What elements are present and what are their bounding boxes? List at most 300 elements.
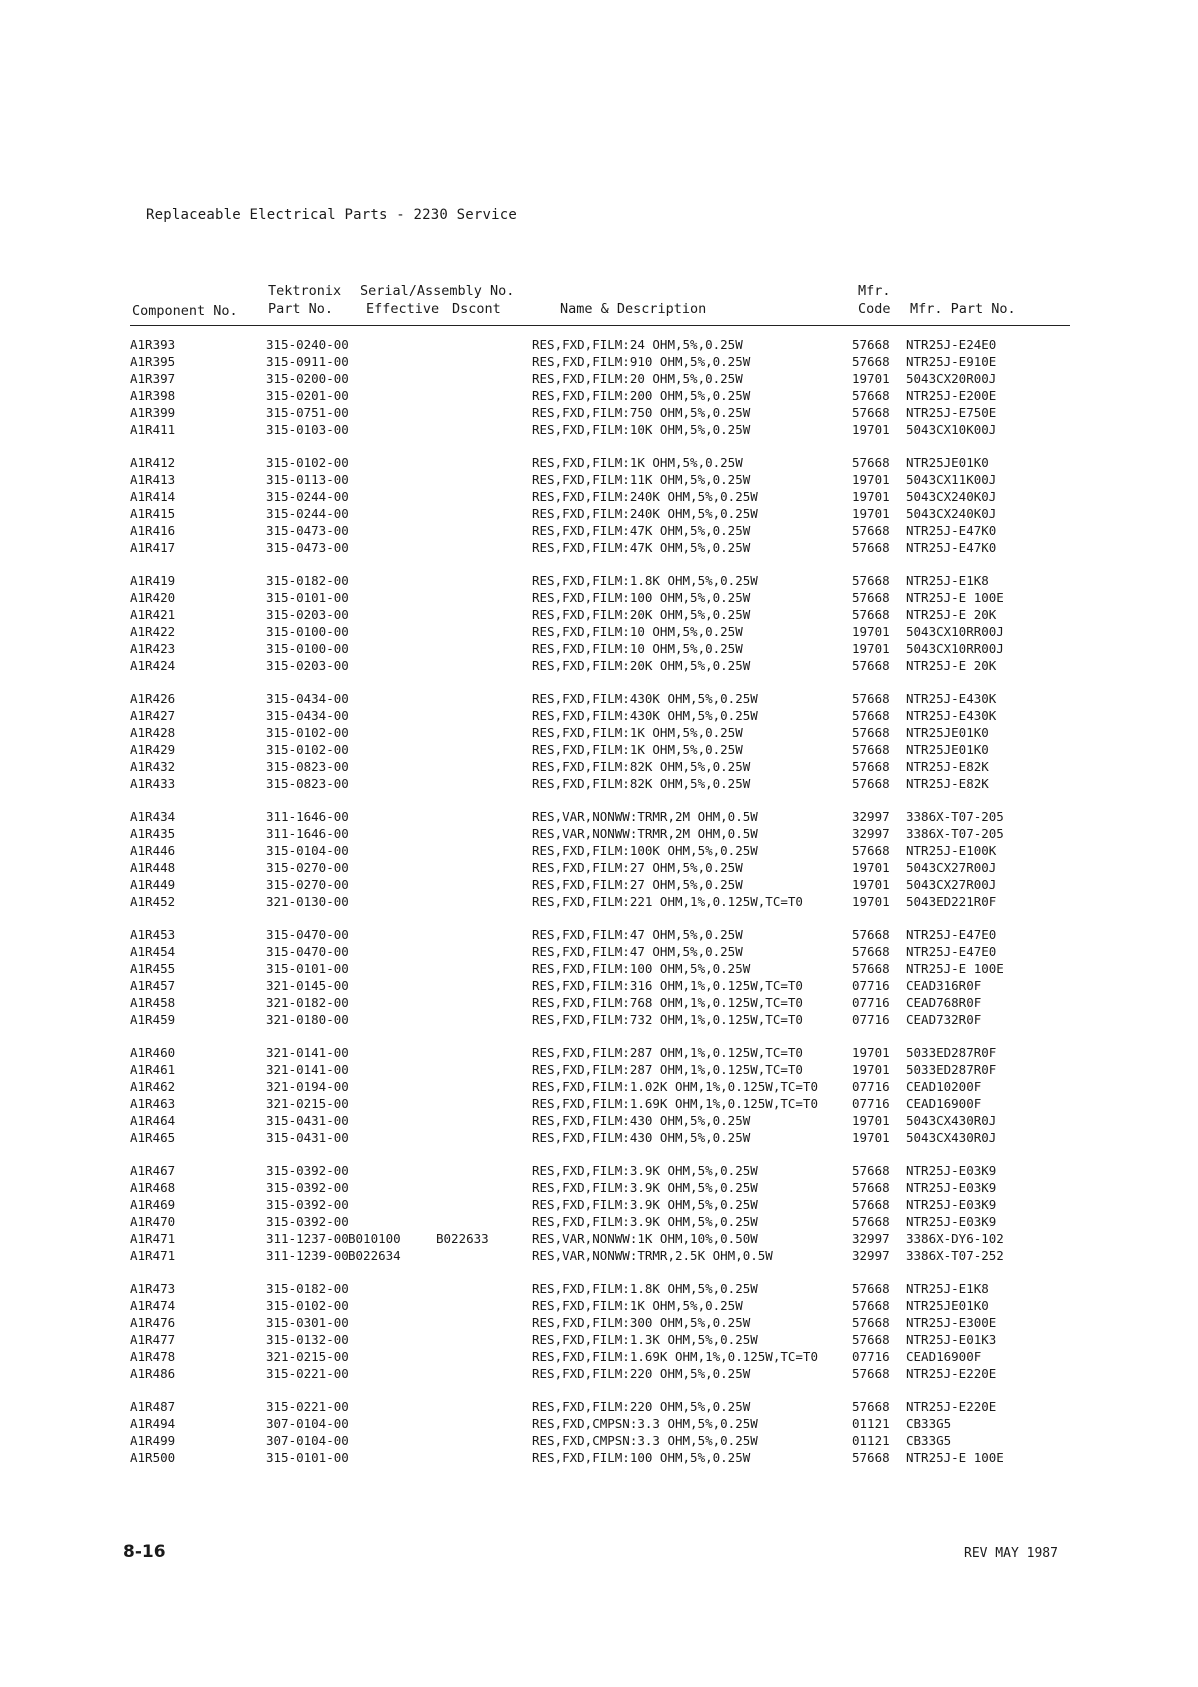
mfr-code: 07716 (852, 1079, 890, 1094)
component-no: A1R459 (130, 1012, 176, 1027)
component-no: A1R411 (130, 422, 176, 437)
table-row (0, 422, 1198, 439)
table-row (0, 961, 1198, 978)
table-row (0, 944, 1198, 961)
mfr-code: 19701 (852, 1045, 890, 1060)
table-row (0, 826, 1198, 843)
part-no: 321-0182-00 (266, 995, 349, 1010)
component-no: A1R413 (130, 472, 176, 487)
table-row (0, 624, 1198, 641)
description: RES,FXD,FILM:10K OHM,5%,0.25W (532, 422, 751, 437)
description: RES,FXD,FILM:220 OHM,5%,0.25W (532, 1366, 751, 1381)
component-no: A1R500 (130, 1450, 176, 1465)
mfr-code: 57668 (852, 658, 890, 673)
table-row (0, 540, 1198, 557)
component-no: A1R446 (130, 843, 176, 858)
row-group (0, 809, 1198, 911)
component-no: A1R453 (130, 927, 176, 942)
mfr-part-no: 5043CX240K0J (906, 506, 997, 521)
mfr-code: 07716 (852, 978, 890, 993)
description: RES,FXD,FILM:287 OHM,1%,0.125W,TC=T0 (532, 1045, 803, 1060)
component-no: A1R464 (130, 1113, 176, 1128)
header-tektronix: Tektronix (268, 283, 342, 299)
table-row (0, 1399, 1198, 1416)
row-group (0, 1045, 1198, 1147)
mfr-part-no: NTR25J-E47K0 (906, 523, 997, 538)
header-mfr: Mfr. (858, 283, 891, 299)
part-no: 315-0182-00 (266, 573, 349, 588)
part-no: 315-0434-00 (266, 708, 349, 723)
mfr-code: 57668 (852, 1315, 890, 1330)
description: RES,FXD,FILM:1K OHM,5%,0.25W (532, 742, 743, 757)
component-no: A1R421 (130, 607, 176, 622)
table-row (0, 1248, 1198, 1265)
part-no: 315-0101-00 (266, 961, 349, 976)
header-name-description: Name & Description (560, 301, 707, 317)
component-no: A1R416 (130, 523, 176, 538)
part-no: 321-0141-00 (266, 1062, 349, 1077)
component-no: A1R422 (130, 624, 176, 639)
part-no: 315-0823-00 (266, 776, 349, 791)
description: RES,FXD,FILM:3.9K OHM,5%,0.25W (532, 1163, 758, 1178)
part-no: 321-0215-00 (266, 1349, 349, 1364)
component-no: A1R448 (130, 860, 176, 875)
mfr-part-no: NTR25J-E47E0 (906, 944, 997, 959)
part-no: 315-0244-00 (266, 489, 349, 504)
description: RES,FXD,FILM:316 OHM,1%,0.125W,TC=T0 (532, 978, 803, 993)
description: RES,FXD,FILM:430K OHM,5%,0.25W (532, 708, 758, 723)
serial-effective: B010100 (348, 1231, 401, 1246)
description: RES,FXD,FILM:47 OHM,5%,0.25W (532, 944, 743, 959)
mfr-part-no: NTR25J-E220E (906, 1366, 997, 1381)
table-row (0, 658, 1198, 675)
component-no: A1R412 (130, 455, 176, 470)
table-row (0, 691, 1198, 708)
mfr-code: 57668 (852, 540, 890, 555)
mfr-code: 57668 (852, 455, 890, 470)
table-row (0, 1045, 1198, 1062)
mfr-code: 19701 (852, 1113, 890, 1128)
mfr-part-no: NTR25J-E430K (906, 691, 997, 706)
table-row (0, 1433, 1198, 1450)
table-row (0, 1113, 1198, 1130)
description: RES,FXD,FILM:287 OHM,1%,0.125W,TC=T0 (532, 1062, 803, 1077)
component-no: A1R494 (130, 1416, 176, 1431)
description: RES,FXD,FILM:200 OHM,5%,0.25W (532, 388, 751, 403)
header-mfr-part-no: Mfr. Part No. (910, 301, 1016, 317)
description: RES,FXD,FILM:1.3K OHM,5%,0.25W (532, 1332, 758, 1347)
mfr-part-no: 5043CX20R00J (906, 371, 997, 386)
part-no: 315-0132-00 (266, 1332, 349, 1347)
mfr-code: 57668 (852, 1450, 890, 1465)
table-row (0, 573, 1198, 590)
mfr-code: 07716 (852, 1096, 890, 1111)
part-no: 321-0145-00 (266, 978, 349, 993)
mfr-code: 57668 (852, 961, 890, 976)
mfr-code: 19701 (852, 506, 890, 521)
table-row (0, 371, 1198, 388)
part-no: 315-0823-00 (266, 759, 349, 774)
mfr-part-no: 5033ED287R0F (906, 1045, 997, 1060)
part-no: 315-0751-00 (266, 405, 349, 420)
mfr-code: 57668 (852, 354, 890, 369)
mfr-part-no: NTR25J-E03K9 (906, 1214, 997, 1229)
component-no: A1R398 (130, 388, 176, 403)
description: RES,FXD,FILM:24 OHM,5%,0.25W (532, 337, 743, 352)
table-row (0, 1130, 1198, 1147)
component-no: A1R486 (130, 1366, 176, 1381)
component-no: A1R471 (130, 1231, 176, 1246)
mfr-code: 57668 (852, 708, 890, 723)
component-no: A1R414 (130, 489, 176, 504)
part-no: 311-1646-00 (266, 826, 349, 841)
mfr-part-no: NTR25J-E03K9 (906, 1180, 997, 1195)
part-no: 315-0100-00 (266, 641, 349, 656)
table-row (0, 1349, 1198, 1366)
page-title: Replaceable Electrical Parts - 2230 Service (146, 207, 518, 223)
part-no: 311-1237-00 (266, 1231, 349, 1246)
table-row (0, 641, 1198, 658)
description: RES,VAR,NONWW:TRMR,2.5K OHM,0.5W (532, 1248, 773, 1263)
description: RES,FXD,FILM:47 OHM,5%,0.25W (532, 927, 743, 942)
mfr-code: 19701 (852, 422, 890, 437)
mfr-code: 57668 (852, 1214, 890, 1229)
part-no: 321-0180-00 (266, 1012, 349, 1027)
part-no: 315-0473-00 (266, 523, 349, 538)
mfr-part-no: 5043CX430R0J (906, 1130, 997, 1145)
component-no: A1R415 (130, 506, 176, 521)
table-row (0, 1416, 1198, 1433)
component-no: A1R476 (130, 1315, 176, 1330)
part-no: 321-0194-00 (266, 1079, 349, 1094)
mfr-code: 01121 (852, 1416, 890, 1431)
row-group (0, 573, 1198, 675)
row-group (0, 1163, 1198, 1265)
table-row (0, 1062, 1198, 1079)
header-part-no: Part No. (268, 301, 334, 317)
table-row (0, 1163, 1198, 1180)
mfr-code: 19701 (852, 489, 890, 504)
table-row (0, 1281, 1198, 1298)
description: RES,VAR,NONWW:1K OHM,10%,0.50W (532, 1231, 758, 1246)
mfr-part-no: NTR25J-E82K (906, 776, 989, 791)
header-effective: Effective (366, 301, 440, 317)
mfr-part-no: NTR25J-E24E0 (906, 337, 997, 352)
description: RES,FXD,FILM:910 OHM,5%,0.25W (532, 354, 751, 369)
mfr-code: 19701 (852, 1130, 890, 1145)
mfr-part-no: NTR25J-E 100E (906, 590, 1004, 605)
table-row (0, 472, 1198, 489)
description: RES,VAR,NONWW:TRMR,2M OHM,0.5W (532, 809, 758, 824)
mfr-part-no: NTR25J-E 100E (906, 1450, 1004, 1465)
part-no: 315-0270-00 (266, 860, 349, 875)
mfr-part-no: NTR25J-E100K (906, 843, 997, 858)
part-no: 315-0301-00 (266, 1315, 349, 1330)
header-code: Code (858, 301, 891, 317)
mfr-part-no: NTR25J-E1K8 (906, 1281, 989, 1296)
mfr-part-no: 3386X-T07-205 (906, 809, 1004, 824)
description: RES,FXD,FILM:10 OHM,5%,0.25W (532, 624, 743, 639)
component-no: A1R455 (130, 961, 176, 976)
mfr-part-no: NTR25J-E47K0 (906, 540, 997, 555)
table-row (0, 776, 1198, 793)
table-row (0, 860, 1198, 877)
mfr-code: 57668 (852, 1366, 890, 1381)
description: RES,FXD,FILM:100 OHM,5%,0.25W (532, 961, 751, 976)
mfr-code: 32997 (852, 826, 890, 841)
component-no: A1R397 (130, 371, 176, 386)
component-no: A1R449 (130, 877, 176, 892)
table-row (0, 1231, 1198, 1248)
part-no: 315-0102-00 (266, 1298, 349, 1313)
description: RES,FXD,FILM:27 OHM,5%,0.25W (532, 877, 743, 892)
part-no: 315-0244-00 (266, 506, 349, 521)
revision-date: REV MAY 1987 (964, 1546, 1058, 1561)
part-no: 315-0102-00 (266, 455, 349, 470)
mfr-code: 57668 (852, 1197, 890, 1212)
part-no: 315-0392-00 (266, 1163, 349, 1178)
part-no: 315-0392-00 (266, 1214, 349, 1229)
part-no: 315-0221-00 (266, 1366, 349, 1381)
component-no: A1R487 (130, 1399, 176, 1414)
table-row (0, 405, 1198, 422)
component-no: A1R420 (130, 590, 176, 605)
mfr-part-no: 5043CX10RR00J (906, 641, 1004, 656)
description: RES,FXD,FILM:27 OHM,5%,0.25W (532, 860, 743, 875)
part-no: 307-0104-00 (266, 1433, 349, 1448)
part-no: 321-0141-00 (266, 1045, 349, 1060)
mfr-part-no: NTR25J-E300E (906, 1315, 997, 1330)
part-no: 315-0101-00 (266, 590, 349, 605)
component-no: A1R452 (130, 894, 176, 909)
mfr-code: 57668 (852, 573, 890, 588)
part-no: 315-0102-00 (266, 725, 349, 740)
header-serial-assembly: Serial/Assembly No. (360, 283, 515, 299)
mfr-part-no: 5043CX11K00J (906, 472, 997, 487)
mfr-code: 07716 (852, 1349, 890, 1364)
mfr-code: 19701 (852, 371, 890, 386)
table-row (0, 354, 1198, 371)
mfr-part-no: CEAD316R0F (906, 978, 982, 993)
table-row (0, 894, 1198, 911)
mfr-part-no: NTR25J-E430K (906, 708, 997, 723)
part-no: 315-0392-00 (266, 1180, 349, 1195)
table-row (0, 1012, 1198, 1029)
table-row (0, 1298, 1198, 1315)
description: RES,FXD,FILM:1K OHM,5%,0.25W (532, 455, 743, 470)
mfr-code: 07716 (852, 995, 890, 1010)
description: RES,FXD,FILM:750 OHM,5%,0.25W (532, 405, 751, 420)
mfr-code: 57668 (852, 843, 890, 858)
parts-table (0, 337, 1198, 1483)
mfr-part-no: CEAD16900F (906, 1096, 982, 1111)
mfr-code: 57668 (852, 607, 890, 622)
mfr-code: 57668 (852, 742, 890, 757)
component-no: A1R395 (130, 354, 176, 369)
component-no: A1R426 (130, 691, 176, 706)
description: RES,FXD,FILM:20K OHM,5%,0.25W (532, 607, 751, 622)
table-row (0, 337, 1198, 354)
component-no: A1R454 (130, 944, 176, 959)
part-no: 315-0100-00 (266, 624, 349, 639)
mfr-code: 57668 (852, 1399, 890, 1414)
description: RES,FXD,FILM:1.8K OHM,5%,0.25W (532, 573, 758, 588)
mfr-part-no: NTR25J-E 20K (906, 607, 997, 622)
part-no: 315-0201-00 (266, 388, 349, 403)
mfr-code: 07716 (852, 1012, 890, 1027)
description: RES,FXD,FILM:430K OHM,5%,0.25W (532, 691, 758, 706)
mfr-part-no: 3386X-DY6-102 (906, 1231, 1004, 1246)
part-no: 315-0182-00 (266, 1281, 349, 1296)
table-row (0, 759, 1198, 776)
component-no: A1R428 (130, 725, 176, 740)
mfr-part-no: CEAD768R0F (906, 995, 982, 1010)
mfr-part-no: NTR25J-E82K (906, 759, 989, 774)
part-no: 315-0113-00 (266, 472, 349, 487)
part-no: 315-0200-00 (266, 371, 349, 386)
table-row (0, 1214, 1198, 1231)
description: RES,FXD,FILM:11K OHM,5%,0.25W (532, 472, 751, 487)
mfr-part-no: NTR25J-E47E0 (906, 927, 997, 942)
description: RES,FXD,FILM:1K OHM,5%,0.25W (532, 1298, 743, 1313)
part-no: 315-0240-00 (266, 337, 349, 352)
table-row (0, 877, 1198, 894)
row-group (0, 927, 1198, 1029)
component-no: A1R467 (130, 1163, 176, 1178)
component-no: A1R424 (130, 658, 176, 673)
mfr-code: 57668 (852, 1298, 890, 1313)
part-no: 315-0473-00 (266, 540, 349, 555)
table-row (0, 809, 1198, 826)
description: RES,VAR,NONWW:TRMR,2M OHM,0.5W (532, 826, 758, 841)
mfr-part-no: 3386X-T07-205 (906, 826, 1004, 841)
table-row (0, 927, 1198, 944)
part-no: 315-0434-00 (266, 691, 349, 706)
mfr-part-no: 5043CX240K0J (906, 489, 997, 504)
component-no: A1R399 (130, 405, 176, 420)
part-no: 315-0203-00 (266, 607, 349, 622)
description: RES,FXD,FILM:3.9K OHM,5%,0.25W (532, 1197, 758, 1212)
page-number: 8-16 (123, 1542, 166, 1562)
mfr-part-no: 5043CX10K00J (906, 422, 997, 437)
component-no: A1R435 (130, 826, 176, 841)
table-row (0, 725, 1198, 742)
mfr-code: 19701 (852, 472, 890, 487)
table-row (0, 1315, 1198, 1332)
mfr-part-no: NTR25J-E 20K (906, 658, 997, 673)
table-row (0, 489, 1198, 506)
component-no: A1R478 (130, 1349, 176, 1364)
component-no: A1R473 (130, 1281, 176, 1296)
component-no: A1R477 (130, 1332, 176, 1347)
table-row (0, 590, 1198, 607)
part-no: 311-1646-00 (266, 809, 349, 824)
table-row (0, 1197, 1198, 1214)
mfr-part-no: 3386X-T07-252 (906, 1248, 1004, 1263)
mfr-code: 57668 (852, 523, 890, 538)
component-no: A1R474 (130, 1298, 176, 1313)
mfr-code: 32997 (852, 1231, 890, 1246)
description: RES,FXD,FILM:100 OHM,5%,0.25W (532, 1450, 751, 1465)
description: RES,FXD,FILM:1K OHM,5%,0.25W (532, 725, 743, 740)
part-no: 315-0270-00 (266, 877, 349, 892)
header-component-no: Component No. (132, 303, 238, 319)
part-no: 315-0102-00 (266, 742, 349, 757)
mfr-part-no: 5043CX430R0J (906, 1113, 997, 1128)
mfr-code: 19701 (852, 860, 890, 875)
mfr-code: 57668 (852, 776, 890, 791)
table-row (0, 523, 1198, 540)
mfr-code: 57668 (852, 725, 890, 740)
table-row (0, 1079, 1198, 1096)
description: RES,FXD,FILM:240K OHM,5%,0.25W (532, 489, 758, 504)
part-no: 315-0221-00 (266, 1399, 349, 1414)
mfr-part-no: NTR25JE01K0 (906, 1298, 989, 1313)
description: RES,FXD,FILM:220 OHM,5%,0.25W (532, 1399, 751, 1414)
mfr-part-no: NTR25JE01K0 (906, 725, 989, 740)
description: RES,FXD,FILM:430 OHM,5%,0.25W (532, 1130, 751, 1145)
description: RES,FXD,FILM:82K OHM,5%,0.25W (532, 759, 751, 774)
description: RES,FXD,FILM:47K OHM,5%,0.25W (532, 523, 751, 538)
component-no: A1R462 (130, 1079, 176, 1094)
mfr-code: 19701 (852, 641, 890, 656)
mfr-code: 19701 (852, 877, 890, 892)
description: RES,FXD,FILM:1.8K OHM,5%,0.25W (532, 1281, 758, 1296)
part-no: 315-0431-00 (266, 1130, 349, 1145)
component-no: A1R461 (130, 1062, 176, 1077)
component-no: A1R463 (130, 1096, 176, 1111)
component-no: A1R419 (130, 573, 176, 588)
mfr-part-no: 5033ED287R0F (906, 1062, 997, 1077)
description: RES,FXD,FILM:1.02K OHM,1%,0.125W,TC=T0 (532, 1079, 818, 1094)
component-no: A1R469 (130, 1197, 176, 1212)
serial-effective: B022634 (348, 1248, 401, 1263)
row-group (0, 1281, 1198, 1383)
mfr-part-no: NTR25J-E910E (906, 354, 997, 369)
mfr-code: 32997 (852, 809, 890, 824)
description: RES,FXD,FILM:3.9K OHM,5%,0.25W (532, 1214, 758, 1229)
mfr-part-no: NTR25J-E03K9 (906, 1163, 997, 1178)
part-no: 315-0392-00 (266, 1197, 349, 1212)
description: RES,FXD,FILM:430 OHM,5%,0.25W (532, 1113, 751, 1128)
description: RES,FXD,FILM:82K OHM,5%,0.25W (532, 776, 751, 791)
mfr-code: 57668 (852, 944, 890, 959)
mfr-code: 32997 (852, 1248, 890, 1263)
part-no: 311-1239-00 (266, 1248, 349, 1263)
part-no: 315-0431-00 (266, 1113, 349, 1128)
description: RES,FXD,FILM:20K OHM,5%,0.25W (532, 658, 751, 673)
mfr-part-no: 5043CX27R00J (906, 860, 997, 875)
description: RES,FXD,FILM:768 OHM,1%,0.125W,TC=T0 (532, 995, 803, 1010)
mfr-code: 57668 (852, 1180, 890, 1195)
component-no: A1R427 (130, 708, 176, 723)
part-no: 315-0103-00 (266, 422, 349, 437)
component-no: A1R432 (130, 759, 176, 774)
mfr-part-no: CB33G5 (906, 1416, 952, 1431)
component-no: A1R433 (130, 776, 176, 791)
mfr-code: 57668 (852, 405, 890, 420)
mfr-code: 01121 (852, 1433, 890, 1448)
component-no: A1R417 (130, 540, 176, 555)
description: RES,FXD,FILM:100 OHM,5%,0.25W (532, 590, 751, 605)
mfr-part-no: CEAD732R0F (906, 1012, 982, 1027)
table-row (0, 708, 1198, 725)
mfr-part-no: NTR25J-E01K3 (906, 1332, 997, 1347)
table-row (0, 1450, 1198, 1467)
part-no: 315-0911-00 (266, 354, 349, 369)
component-no: A1R423 (130, 641, 176, 656)
mfr-part-no: CB33G5 (906, 1433, 952, 1448)
